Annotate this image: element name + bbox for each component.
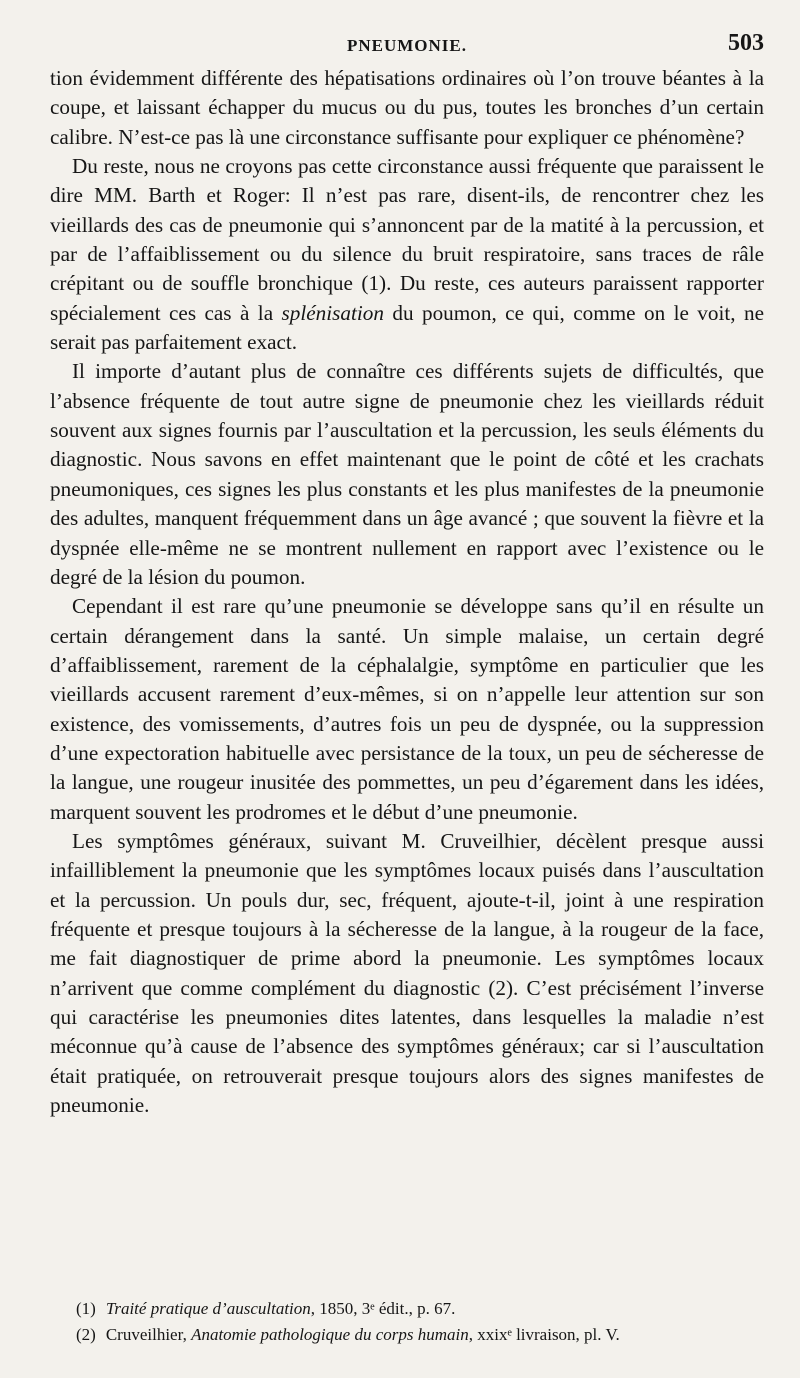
footnote-title: Traité pratique d’auscultation bbox=[105, 1299, 311, 1318]
footnote-1 bbox=[76, 1296, 776, 1322]
footnote-author: Cruveilhier, bbox=[105, 1325, 187, 1344]
paragraph bbox=[50, 152, 764, 357]
body-text bbox=[50, 64, 764, 1120]
footnote-detail: , xxixᵉ livraison, pl. V. bbox=[468, 1325, 620, 1344]
italic-term: splénisation bbox=[281, 300, 384, 325]
footnote-title: Anatomie pathologique du corps humain bbox=[191, 1325, 469, 1344]
paragraph-text: Du reste, nous ne croyons pas cette circonstance aussi fréquente que paraissent le dire MM. Barth et Roger: Il n’est pas rare, disent-ils, de rencontrer chez les vieillards des cas de pneumonie qui s’annoncent par de la matité à la percussion, et par de l’affaiblissement ou du silence du bruit respiratoire, sans traces de râle crépitant ou de souffle bronchique (1). Du reste, ces auteurs paraissent rapporter spécialement ces cas à la bbox=[50, 154, 764, 325]
running-head-title: PNEUMONIE. bbox=[346, 36, 468, 55]
paragraph: Les symptômes généraux, suivant M. Cruveilhier, décèlent presque aussi infailliblement la pneumonie que les symptômes locaux puisés dans l’auscultation et la percussion. Un pouls dur, sec, fréquent, ajoute-t-il, joint à une respiration fréquente et presque toujours à la sécheresse de la langue, à la rougeur de la face, me fait diagnostiquer de prime abord la pneumonie. Les symptômes locaux n’arrivent que comme complément du diagnostic (2). C’est précisément l’inverse qui caractérise les pneumonies dites latentes, dans lesquelles la maladie n’est méconnue qu’à cause de l’absence des symptômes généraux; car si l’auscultation était pratiquée, on retrouverait presque toujours alors des signes manifestes de pneumonie. bbox=[50, 828, 764, 1118]
page-number: 503 bbox=[728, 30, 764, 56]
paragraph: Il importe d’autant plus de connaître ces différents sujets de difficultés, que l’absence fréquente de tout autre signe de pneumonie chez les vieillards réduit souvent aux signes fournis par l’auscultation et la percussion, les seuls éléments du diagnostic. Nous savons en effet maintenant que le point de côté et les crachats pneumoniques, ces signes les plus constants et les plus manifestes de la pneumonie des adultes, manquent fréquemment dans un âge avancé ; que souvent la fièvre et la dyspnée elle-même ne se montrent nullement en rapport avec l’existence ou le degré de la lésion du poumon. bbox=[50, 359, 764, 589]
running-head bbox=[50, 30, 764, 60]
paragraph-continued: tion évidemment différente des hépatisations ordinaires où l’on trouve béantes à la coupe, et laissant échapper du mucus ou du pus, toutes les bronches d’un certain calibre. N’est-ce pas là une circonstance suffisante pour expliquer ce phénomène? bbox=[50, 66, 764, 149]
footnote-2 bbox=[76, 1322, 776, 1348]
footnotes bbox=[76, 1296, 776, 1348]
footnote-marker: (2) bbox=[76, 1325, 96, 1344]
paragraph: Cependant il est rare qu’une pneumonie se développe sans qu’il en résulte un certain dérangement dans la santé. Un simple malaise, un certain degré d’affaiblissement, rarement de la céphalalgie, symptôme en particulier que les vieillards accusent rarement d’eux-mêmes, si on n’appelle leur attention sur son existence, des vomissements, d’autres fois un peu de dyspnée, ou la suppression d’une expectoration habituelle avec persistance de la toux, un peu de sécheresse de la langue, une rougeur inusitée des pommettes, un peu d’égarement dans les idées, marquent souvent les prodromes et le début d’une pneumonie. bbox=[50, 594, 764, 824]
footnote-marker: (1) bbox=[76, 1299, 96, 1318]
paragraph-text: du poumon, ce qui, comme on le voit, ne serait pas parfaitement exact. bbox=[50, 300, 764, 355]
footnote-detail: , 1850, 3ᵉ édit., p. 67. bbox=[310, 1299, 456, 1318]
